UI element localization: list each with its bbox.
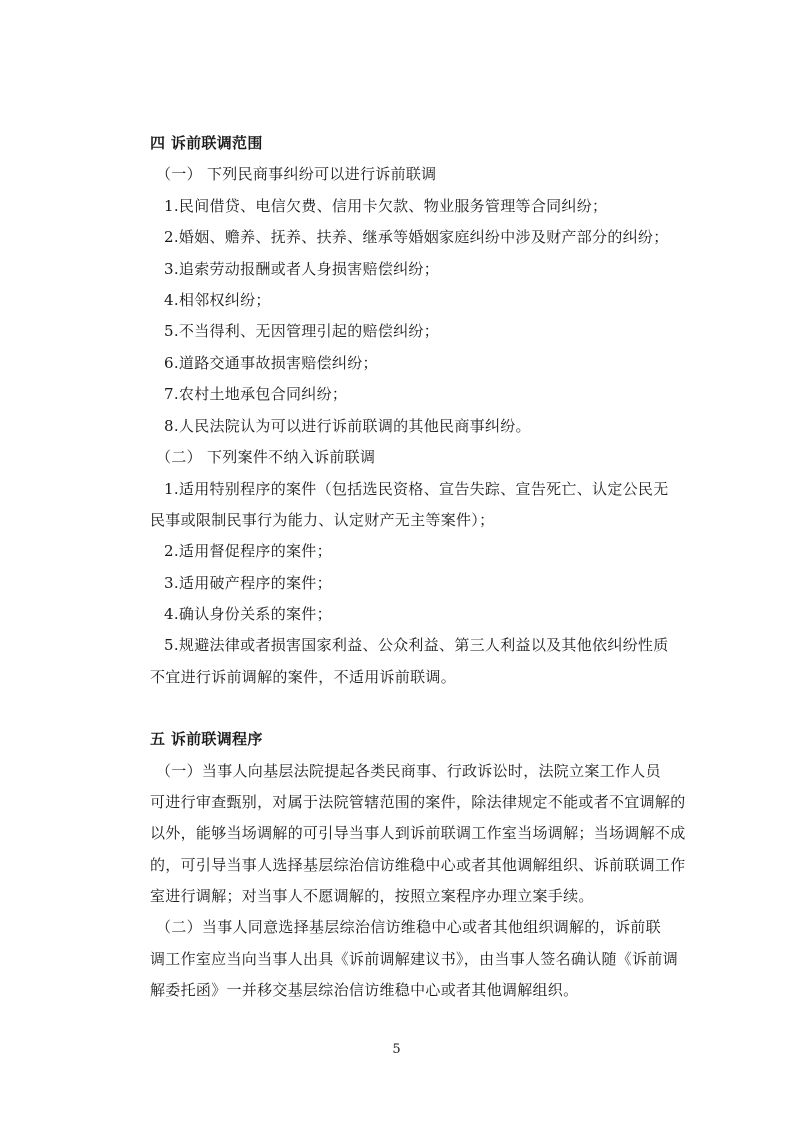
list-item-continuation: 民事或限制民事行为能力、认定财产无主等案件）； <box>150 511 495 529</box>
subsection-2-title: （二） 下列案件不纳入诉前联调 <box>156 448 376 466</box>
list-item: 5.不当得利、无因管理引起的赔偿纠纷； <box>164 322 440 340</box>
list-item: 2.婚姻、赡养、抚养、扶养、继承等婚姻家庭纠纷中涉及财产部分的纠纷； <box>164 228 669 246</box>
list-item: 8.人民法院认为可以进行诉前联调的其他民商事纠纷。 <box>164 417 531 435</box>
list-item: 7.农村土地承包合同纠纷； <box>164 385 348 403</box>
paragraph-line: 室进行调解；对当事人不愿调解的，按照立案程序办理立案手续。 <box>150 887 594 905</box>
paragraph-line: 以外，能够当场调解的可引导当事人到诉前联调工作室当场调解；当场调解不成 <box>150 824 686 842</box>
list-item: 5.规避法律或者损害国家利益、公众利益、第三人利益以及其他依纠纷性质 <box>164 636 669 654</box>
list-item: 3.适用破产程序的案件； <box>164 574 332 592</box>
paragraph-line: 可进行审查甄别，对属于法院管辖范围的案件，除法律规定不能或者不宜调解的 <box>150 793 686 811</box>
list-item: 1.适用特别程序的案件（包括选民资格、宣告失踪、宣告死亡、认定公民无 <box>164 480 669 498</box>
list-item: 3.追索劳动报酬或者人身损害赔偿纠纷； <box>164 260 440 278</box>
page-number: 5 <box>392 1042 401 1057</box>
list-item: 4.相邻权纠纷； <box>164 291 271 309</box>
paragraph-line: 解委托函》一并移交基层综治信访维稳中心或者其他调解组织。 <box>150 981 579 999</box>
paragraph-line: （二）当事人同意选择基层综治信访维稳中心或者其他组织调解的，诉前联 <box>156 918 661 936</box>
list-item: 1.民间借贷、电信欠费、信用卡欠款、物业服务管理等合同纠纷； <box>164 197 608 215</box>
section-4-heading: 四 诉前联调范围 <box>150 134 263 152</box>
paragraph-line: 的，可引导当事人选择基层综治信访维稳中心或者其他调解组织、诉前联调工作 <box>150 856 686 874</box>
list-item: 6.道路交通事故损害赔偿纠纷； <box>164 354 378 372</box>
section-5-heading: 五 诉前联调程序 <box>150 730 263 748</box>
subsection-1-title: （一） 下列民商事纠纷可以进行诉前联调 <box>156 165 437 183</box>
list-item: 2.适用督促程序的案件； <box>164 542 332 560</box>
list-item-continuation: 不宜进行诉前调解的案件，不适用诉前联调。 <box>150 668 457 686</box>
paragraph-line: 调工作室应当向当事人出具《诉前调解建议书》，由当事人签名确认随《诉前调 <box>150 950 679 968</box>
paragraph-line: （一）当事人向基层法院提起各类民商事、行政诉讼时，法院立案工作人员 <box>156 762 661 780</box>
list-item: 4.确认身份关系的案件； <box>164 605 332 623</box>
